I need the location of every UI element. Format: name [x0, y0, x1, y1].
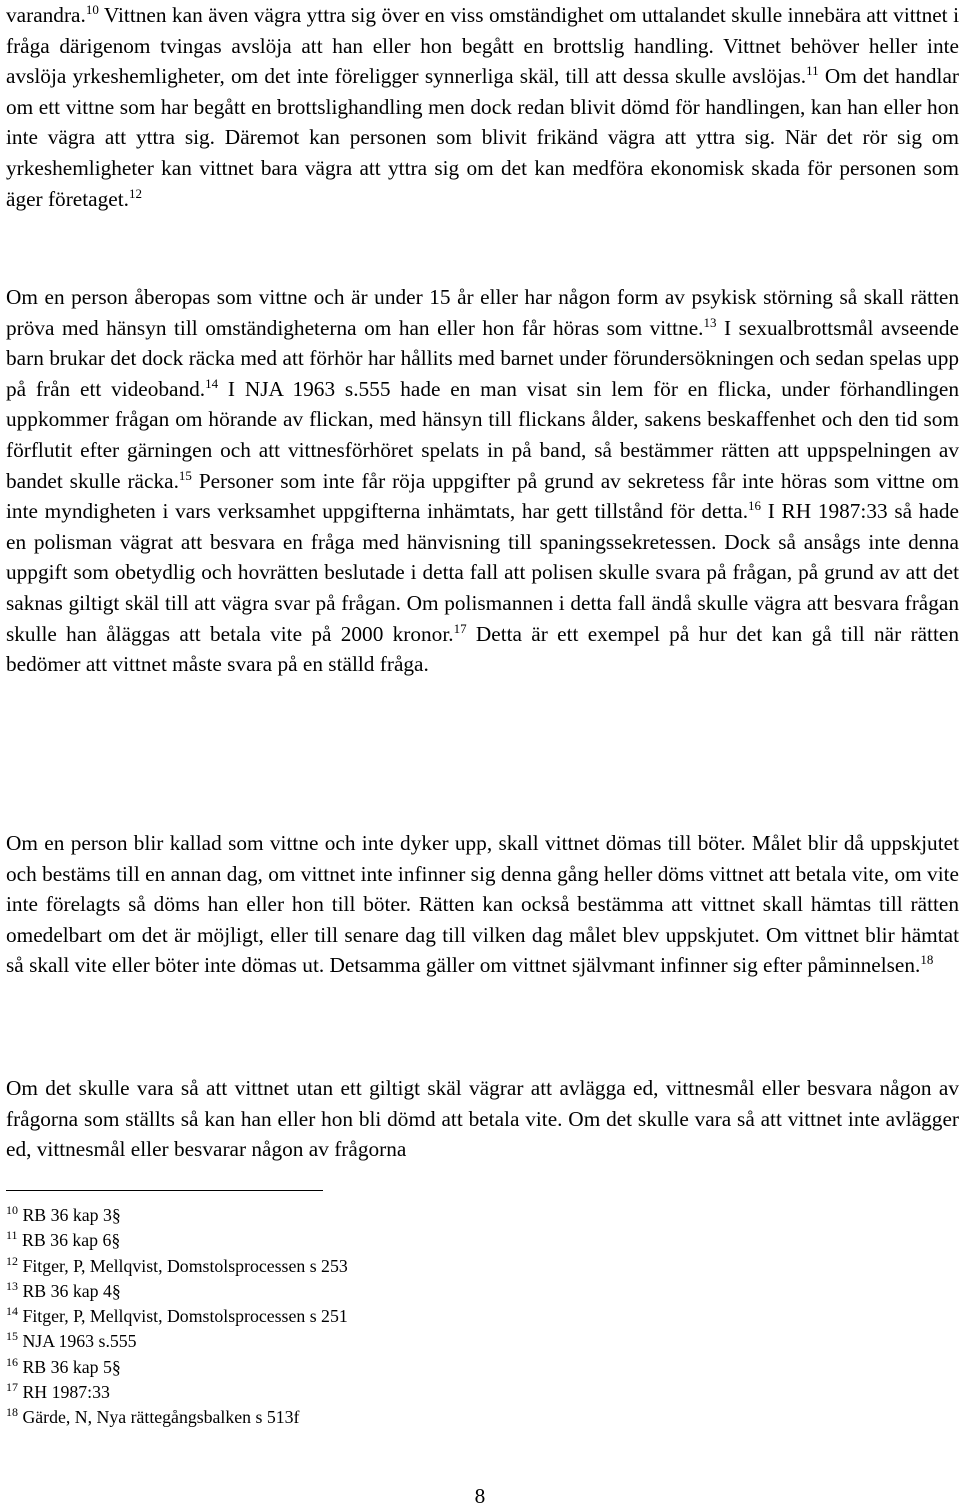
paragraph-refusal-to-testify: [6, 1073, 959, 1165]
footnote-ref: 11: [806, 63, 819, 79]
footnote-number: 18: [6, 1405, 18, 1420]
footnote-ref: 10: [85, 2, 99, 17]
footnote-item: [6, 1355, 706, 1380]
footnote-text: RH 1987:33: [18, 1382, 110, 1403]
footnote-text: Fitger, P, Mellqvist, Domstolsprocessen s 251: [18, 1306, 348, 1327]
footnote-ref: 18: [920, 952, 934, 968]
page-number: 8: [474, 1484, 486, 1508]
footnote-text: RB 36 kap 5§: [18, 1356, 121, 1377]
footnote-number: 17: [6, 1380, 18, 1395]
footnote-item: [6, 1405, 706, 1430]
paragraph-witness-hearing: [6, 282, 959, 680]
footnote-ref: 16: [748, 498, 762, 514]
text-run: Om det skulle vara så att vittnet utan ett giltigt skäl vägrar att avlägga ed, vittnesmål eller besvara någon av frågorna som ställts så kan han eller hon bli dömd att betala vite. Om det skulle vara så att vittnet inte avlägger ed, vittnesmål eller besvarar någon av frågorna: [6, 1076, 959, 1162]
footnote-number: 11: [6, 1228, 18, 1243]
footnote-number: 16: [6, 1354, 18, 1369]
footnote-text: RB 36 kap 6§: [17, 1230, 121, 1251]
text-run: Om en person blir kallad som vittne och inte dyker upp, skall vittnet dömas till böter. Målet blir då uppskjutet och bestäms till en annan dag, om vittnet inte infinner sig denna gång heller döms vittnet att betala vite, om vite inte förelagts så döms han eller hon till böter. Rätten kan också bestämma att vittnet skall hämtas till rätten omedelbart om det är möjligt, eller till senare dag till vilken dag målet blev uppskjutet. Om vittnet blir hämtat så skall vite eller böter inte dömas ut. Detsamma gäller om vittnet självmant infinner sig efter påminnelsen.: [6, 831, 959, 978]
footnote-ref: 14: [205, 375, 219, 391]
footnote-item: [6, 1228, 706, 1253]
footnote-item: [6, 1279, 706, 1304]
footnote-item: [6, 1329, 706, 1354]
footnote-text: Fitger, P, Mellqvist, Domstolsprocessen s 253: [18, 1255, 348, 1276]
text-run: Om det handlar om ett vittne som har begått en brottslighandling men dock redan blivit dömd för handlingen, kan han eller hon inte vägra att yttra sig. Däremot kan personen som blivit frikänd vägra att yttra sig. När det rör sig om yrkeshemligheter kan vittnet bara vägra att yttra sig om det kan medföra ekonomisk skada för personen som äger företaget.: [6, 64, 960, 211]
footnote-text: RB 36 kap 4§: [18, 1280, 121, 1301]
footnote-ref: 12: [128, 185, 142, 201]
footnote-separator: [6, 1190, 323, 1191]
paragraph-witness-absence: [6, 828, 959, 981]
footnote-list: [6, 1203, 706, 1431]
footnote-text: Gärde, N, Nya rättegångsbalken s 513f: [18, 1407, 300, 1428]
footnote-item: [6, 1304, 706, 1329]
text-run: I RH 1987:33 så hade en polisman vägrat att besvara en fråga med hänvisning till spaningssekretessen. Dock så ansågs inte denna uppgift som obetydlig och hovrätten beslutade i detta fall att polisen skulle svara på frågan, på grund av att det saknas giltigt skäl till att vägra svar på frågan. Om polismannen i detta fall ändå skulle vägra att besvara frågan skulle han åläggas att betala vite på 2000 kronor.: [6, 499, 959, 646]
footnote-ref: 13: [703, 314, 717, 330]
text-run: Personer som inte får röja uppgifter på grund av sekretess får inte höras som vittne om inte myndigheten i vars verksamhet uppgifterna inhämtats, har gett tillstånd för detta.: [6, 468, 960, 524]
footnote-number: 10: [6, 1203, 18, 1217]
text-run: varandra.: [6, 3, 86, 27]
text-run: Detta är ett exempel på hur det kan gå till när rätten bedömer att vittnet måste svara på en ställd fråga.: [6, 621, 959, 677]
paragraph-witness-refusal: [6, 0, 959, 214]
text-run: Vittnen kan även vägra yttra sig över en viss omständighet om uttalandet skulle innebära att vittnet i fråga därigenom tvingas avslöja att han eller hon begått en brottslig handling. Vittnet behöver heller inte avslöja yrkeshemligheter, om det inte föreligger synnerliga skäl, till att dessa skulle avslöjas.: [6, 3, 959, 89]
footnote-item: [6, 1380, 706, 1405]
footnote-number: 14: [6, 1304, 18, 1319]
footnote-text: RB 36 kap 3§: [18, 1205, 121, 1225]
text-run: I NJA 1963 s.555 hade en man visat sin lem för en flicka, under förhandlingen uppkommer frågan om hörande av flickan, med hänsyn till flickans ålder, sakens beskaffenhet och den tid som förflutit efter gärningen och att vittnesförhöret spelats in på band, så bestämmer rätten att uppspelningen av bandet skulle räcka.: [6, 376, 959, 493]
footnote-item: [6, 1203, 706, 1228]
footnote-number: 12: [6, 1253, 18, 1268]
text-run: I sexualbrottsmål avseende barn brukar det dock räcka med att förhör har hållits med barnet under förundersökningen och sedan spelas upp på från ett videoband.: [6, 315, 959, 401]
footnote-number: 15: [6, 1329, 18, 1344]
footnote-item: [6, 1254, 706, 1279]
footnote-ref: 17: [453, 620, 467, 636]
text-run: Om en person åberopas som vittne och är under 15 år eller har någon form av psykisk störning så skall rätten pröva med hänsyn till omständigheterna om han eller hon får höras som vittne.: [6, 285, 959, 340]
footnote-ref: 15: [178, 467, 192, 483]
footnote-number: 13: [6, 1278, 18, 1293]
footnote-text: NJA 1963 s.555: [18, 1331, 137, 1352]
